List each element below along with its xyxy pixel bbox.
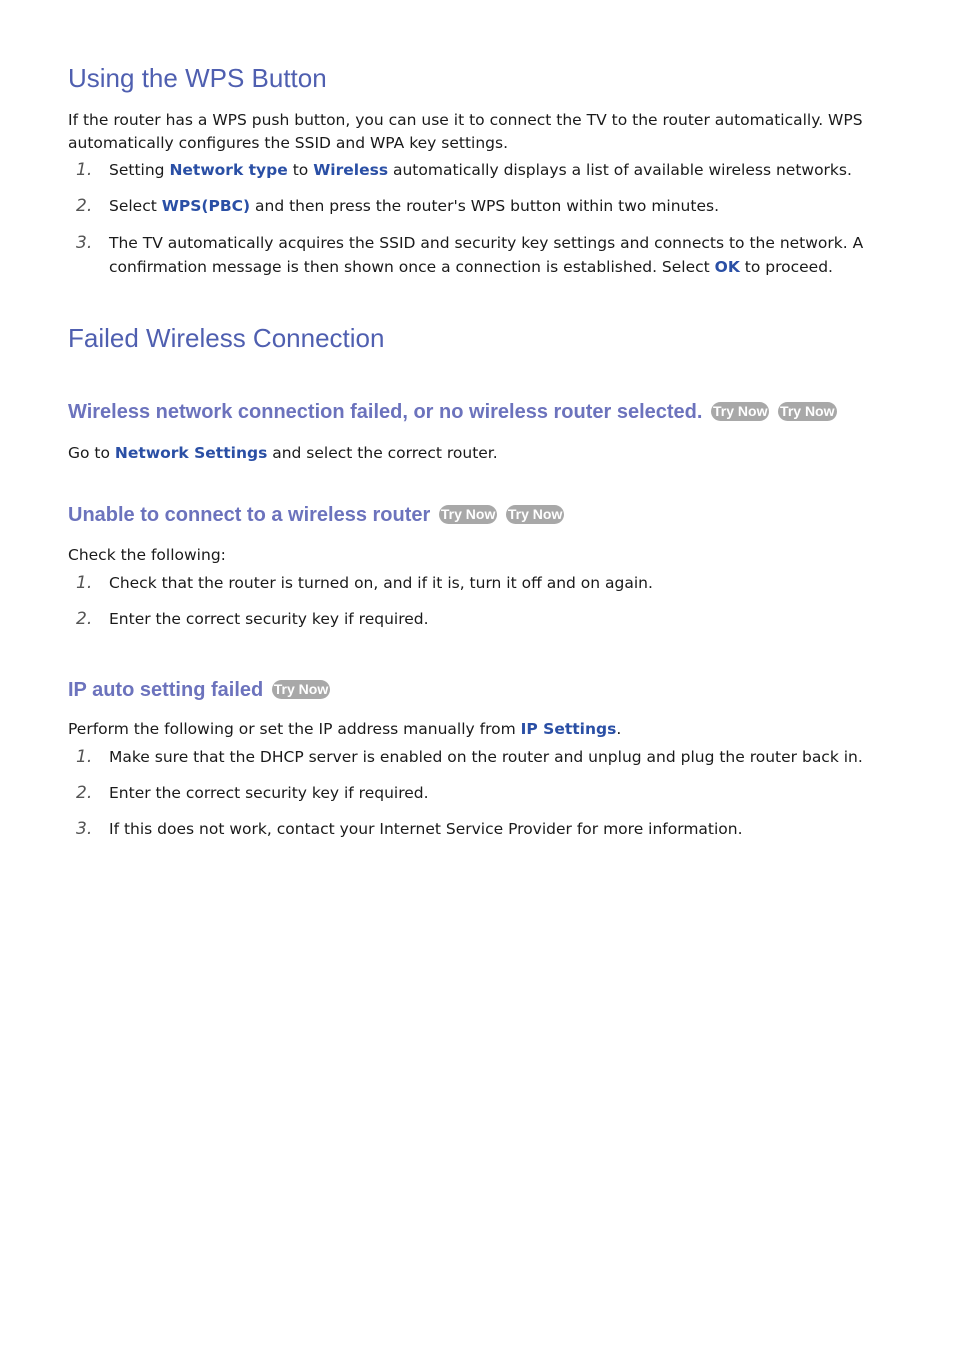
step-number: 3. [76, 819, 93, 839]
wps-pbc-link: WPS(PBC) [161, 197, 251, 215]
step-number: 3. [76, 233, 93, 253]
subsection-title-no-router [68, 401, 837, 424]
step-text-part: The TV automatically acquires the SSID and security key settings and connects to the network. A confirmation message is then shown once a connection is established. Select [109, 234, 864, 276]
subsection-title-unable [68, 504, 564, 527]
wireless-link: Wireless [313, 161, 389, 179]
network-settings-link: Network Settings [114, 444, 268, 462]
subsection-title-ip [68, 679, 330, 702]
subsection-heading-text: IP auto setting failed [68, 679, 264, 701]
body-text-part: Go to [68, 444, 115, 462]
unable-step-1 [68, 571, 888, 595]
body-text-part: . [616, 720, 622, 738]
step-number: 1. [76, 160, 93, 180]
step-text [109, 158, 888, 182]
ok-link: OK [714, 258, 740, 276]
step-text-part: and then press the router's WPS button within two minutes. [250, 197, 719, 215]
try-now-button[interactable]: Try Now [440, 506, 496, 522]
step-text: If this does not work, contact your Internet Service Provider for more information. [109, 820, 743, 838]
step-number: 1. [76, 747, 93, 767]
network-type-link: Network type [169, 161, 288, 179]
step-text: Enter the correct security key if required. [109, 784, 429, 802]
step-number: 1. [76, 573, 93, 593]
step-text-part: Setting [109, 161, 170, 179]
try-now-button[interactable]: Try Now [780, 403, 835, 419]
step-text [109, 231, 888, 279]
step-text: Check that the router is turned on, and if it is, turn it off and on again. [109, 574, 653, 592]
no-router-body [68, 442, 888, 465]
wps-step-2 [68, 194, 888, 218]
wps-step-3 [68, 231, 888, 279]
body-text-part: and select the correct router. [267, 444, 498, 462]
try-now-button[interactable]: Try Now [273, 681, 329, 697]
wps-step-1 [68, 158, 888, 182]
section-title-wps: Using the WPS Button [68, 63, 327, 93]
step-text-part: to proceed. [739, 258, 833, 276]
step-text-part: to [287, 161, 314, 179]
step-number: 2. [76, 783, 93, 803]
try-now-button[interactable]: Try Now [507, 506, 563, 522]
section-title-failed: Failed Wireless Connection [68, 323, 385, 353]
step-text: Enter the correct security key if required. [109, 610, 429, 628]
step-text [109, 194, 888, 218]
subsection-heading-text: Unable to connect to a wireless router [68, 504, 431, 526]
step-number: 2. [76, 609, 93, 629]
step-number: 2. [76, 196, 93, 216]
step-text-part: automatically displays a list of available wireless networks. [388, 161, 852, 179]
ip-step-3 [68, 817, 888, 841]
unable-step-2 [68, 607, 888, 631]
body-text-part: Perform the following or set the IP address manually from [68, 720, 521, 738]
step-text-part: Select [109, 197, 162, 215]
subsection-heading-text: Wireless network connection failed, or no wireless router selected. [68, 401, 703, 423]
try-now-button[interactable]: Try Now [713, 403, 768, 419]
ip-intro [68, 718, 888, 741]
ip-step-1 [68, 745, 888, 769]
ip-step-2 [68, 781, 888, 805]
wps-intro: If the router has a WPS push button, you can use it to connect the TV to the router automatically. WPS automatically configures the SSID and WPA key settings. [68, 111, 863, 152]
unable-intro: Check the following: [68, 546, 226, 564]
ip-settings-link: IP Settings [520, 720, 617, 738]
step-text: Make sure that the DHCP server is enabled on the router and unplug and plug the router back in. [109, 748, 863, 766]
